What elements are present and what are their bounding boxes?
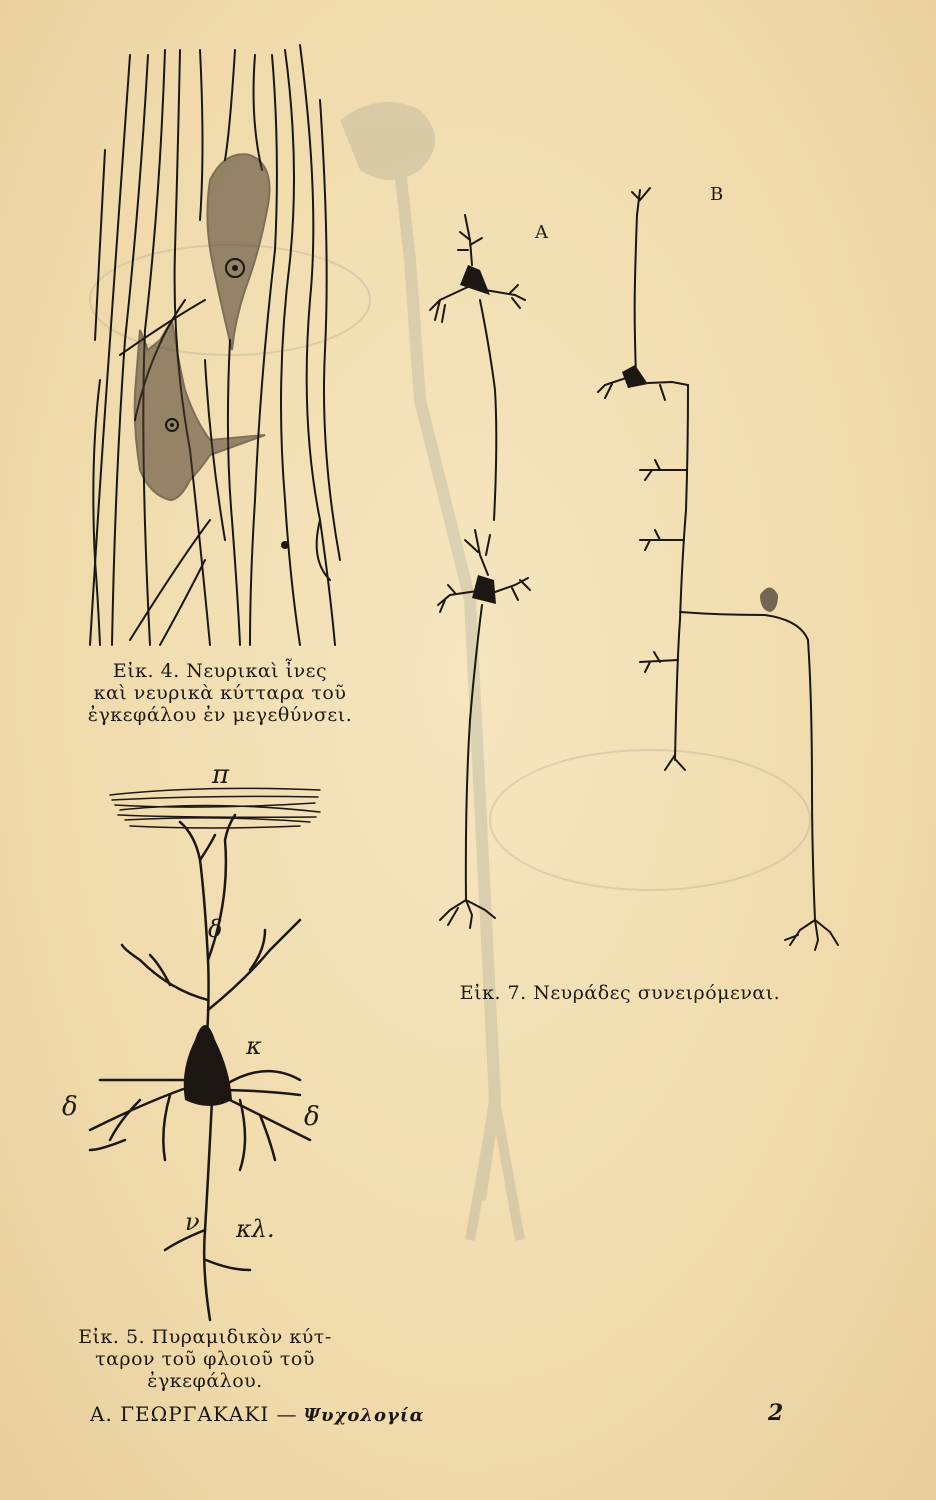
figure-5-caption-line-3: ἐγκεφάλου. bbox=[147, 1370, 263, 1392]
figure-5-label-kl: κλ. bbox=[236, 1215, 275, 1243]
figure-5-label-delta-left: δ bbox=[62, 1092, 78, 1122]
figure-5-label-nu: ν bbox=[185, 1208, 200, 1236]
figure-4-caption-line-3: ἐγκεφάλου ἐν μεγεθύνσει. bbox=[87, 704, 353, 726]
figure-4-caption-line-1: Εἰκ. 4. Νευρικαὶ ἶνες bbox=[112, 660, 328, 682]
figure-5-caption-line-2: ταρον τοῦ φλοιοῦ τοῦ bbox=[95, 1348, 315, 1370]
page-number: 2 bbox=[768, 1400, 784, 1426]
figure-5-label-kappa: κ bbox=[246, 1032, 262, 1060]
figure-7-label-a: Α bbox=[535, 222, 548, 243]
footer-author-name: Α. ΓΕΩΡΓΑΚΑΚΙ — bbox=[90, 1402, 298, 1426]
figure-5-label-delta-right: δ bbox=[304, 1102, 320, 1132]
page-footer-author bbox=[90, 1402, 424, 1426]
figure-5-caption-line-1: Εἰκ. 5. Πυραμιδικὸν κύτ- bbox=[78, 1326, 332, 1348]
figure-7-caption: Εἰκ. 7. Νευράδες συνειρόμεναι. bbox=[459, 982, 781, 1004]
figure-4-caption-line-2: καὶ νευρικὰ κύτταρα τοῦ bbox=[93, 682, 347, 704]
figure-5-label-delta-top: δ bbox=[208, 915, 223, 943]
footer-book-title: Ψυχολογία bbox=[303, 1405, 425, 1426]
figure-7-label-b: Β bbox=[710, 184, 724, 205]
figure-5-label-pi: π bbox=[212, 760, 230, 790]
